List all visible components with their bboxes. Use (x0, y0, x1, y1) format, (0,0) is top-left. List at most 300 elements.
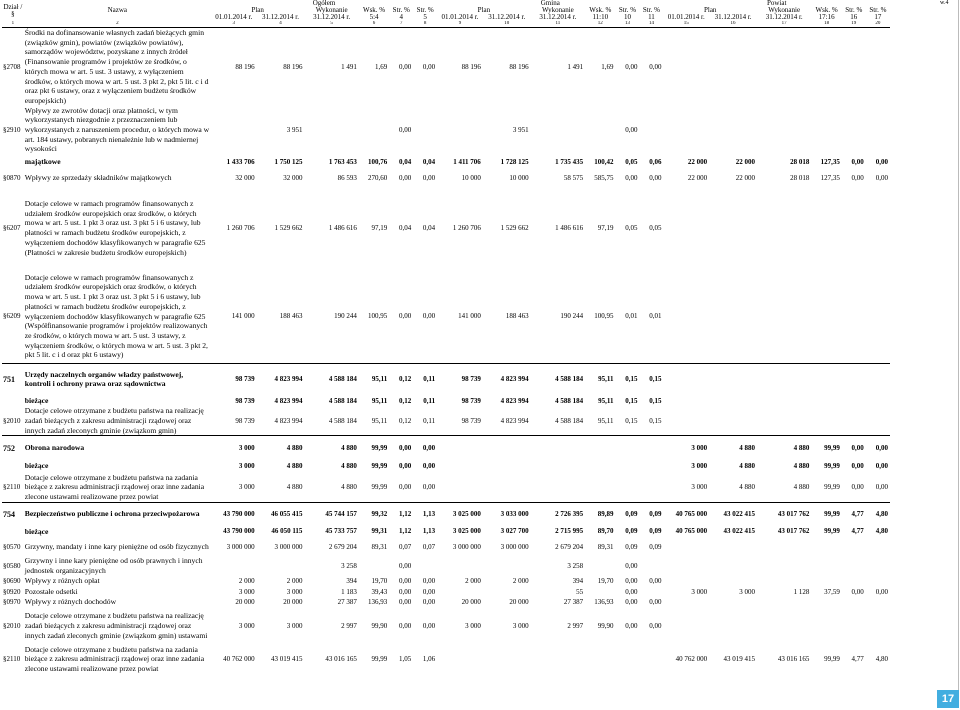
row-value: 0,00 (875, 483, 888, 492)
row-value: 32 000 (283, 174, 303, 183)
column-number: 1 (2, 21, 24, 28)
row-value: 0,00 (875, 462, 888, 471)
row-value (413, 556, 437, 575)
gmina-plan-label: Plan (477, 7, 491, 14)
dzial-header: Dział / § (3, 2, 23, 18)
row-value: 1,06 (422, 655, 436, 664)
gmina-date-to-wyk: 31.12.2014 r. (539, 14, 577, 21)
row-value: 3 000 (238, 483, 255, 492)
row-value (585, 587, 615, 597)
row-value: 4,77 (851, 655, 864, 664)
row-value: 1 486 616 (328, 224, 357, 233)
row-value: 0,00 (422, 312, 436, 321)
row-value: 0,00 (398, 577, 412, 586)
row-value: 0,00 (422, 587, 436, 596)
row-value (663, 186, 709, 270)
row-value: 0,01 (625, 312, 638, 321)
row-value: 0,09 (625, 542, 638, 551)
row-value: 95,11 (598, 396, 614, 405)
row-value: 4 880 (793, 483, 810, 492)
row-value: 1 128 (793, 587, 810, 596)
table-header (2, 0, 890, 28)
row-value: 99,90 (371, 621, 388, 630)
ogolem-plan-label: Plan (251, 7, 264, 14)
table-row (2, 645, 890, 674)
row-value (866, 395, 890, 406)
row-value: 99,99 (824, 527, 840, 536)
row-value: 127,35 (820, 158, 840, 167)
row-name: Urzędy naczelnych organów władzy państwowej, kontroli i ochrony prawa oraz sądownictwa (24, 363, 211, 395)
table-row (2, 170, 890, 186)
row-name: Dotacje celowe otrzymane z budżetu państwa na zadania bieżące z zakresu administracji rządowej oraz inne zadania zlecone ustawami realizowane przez powiat (24, 472, 205, 502)
row-value (757, 607, 811, 645)
column-number: 12 (585, 21, 615, 28)
row-value: 20 000 (509, 597, 529, 606)
row-value: 43 016 165 (325, 655, 357, 664)
column-number: 5 (304, 21, 358, 28)
column-number: 15 (663, 21, 709, 28)
row-value: 0,00 (398, 462, 412, 471)
row-value: 0,07 (398, 542, 412, 551)
row-value: 0,00 (398, 174, 412, 183)
row-value: 0,15 (639, 363, 663, 395)
row-value: 43 019 415 (723, 655, 755, 664)
row-value: 43 016 165 (777, 655, 810, 664)
row-value: 190 244 (560, 312, 584, 321)
row-value: 4 588 184 (531, 363, 585, 395)
row-value: 3 951 (286, 125, 303, 134)
row-value (663, 28, 709, 106)
corner-label: w.4 (940, 0, 949, 6)
row-name: Obrona narodowa (24, 436, 211, 460)
column-number: 14 (639, 21, 663, 28)
row-value (866, 106, 890, 155)
row-value: 99,90 (597, 621, 614, 630)
row-value (531, 473, 585, 503)
row-value (757, 106, 811, 155)
row-value: 43 017 762 (757, 502, 811, 525)
row-value: 99,32 (359, 502, 389, 525)
row-value: 0,00 (875, 587, 888, 596)
powiat-ratio: 16 (850, 14, 858, 21)
row-value: 0,00 (875, 174, 888, 183)
ogolem-wykonanie-label: Wykonanie (315, 7, 348, 14)
row-value: 4,77 (851, 527, 864, 536)
row-code: §2110 (3, 655, 21, 664)
row-value: 0,15 (625, 396, 638, 405)
table-row (2, 28, 890, 106)
row-code: 754 (2, 502, 24, 525)
row-value (709, 395, 757, 406)
row-value: 0,15 (649, 416, 662, 425)
row-value: 394 (346, 577, 357, 586)
row-value: 89,89 (585, 502, 615, 525)
gmina-date-from: 01.01.2014 r. (441, 14, 479, 21)
row-name: bieżące (24, 526, 49, 536)
row-code: §0920 (3, 587, 21, 596)
row-value (616, 645, 640, 674)
row-value: 43 022 415 (709, 502, 757, 525)
row-value: 98 739 (461, 396, 481, 405)
row-value (585, 460, 615, 473)
row-value: 55 (576, 587, 584, 596)
row-value: 0,00 (422, 62, 436, 71)
row-value: 2 997 (567, 621, 584, 630)
row-value: 4 880 (286, 462, 303, 471)
row-code (2, 460, 24, 473)
row-value (811, 106, 841, 155)
table-row (2, 460, 890, 473)
group-powiat: Powiat (766, 0, 787, 7)
row-value (842, 106, 866, 155)
row-value: 0,00 (649, 62, 662, 71)
row-value: 0,00 (649, 597, 662, 606)
row-value (842, 363, 866, 395)
row-code: §0570 (3, 542, 21, 551)
row-value: 1 728 125 (500, 158, 529, 167)
row-value (811, 363, 841, 395)
row-value (709, 28, 757, 106)
row-value (866, 576, 890, 587)
row-value (437, 460, 483, 473)
powiat-str-label: Str. % (845, 7, 863, 14)
row-value: 4,80 (875, 527, 888, 536)
row-value: 10 000 (509, 174, 529, 183)
row-value (211, 556, 257, 575)
row-value: 88 196 (235, 62, 255, 71)
powiat-ratio: 17:16 (818, 14, 835, 21)
row-value (757, 556, 811, 575)
table-row (2, 270, 890, 363)
row-value: 3 000 000 (226, 542, 255, 551)
row-value (437, 436, 483, 460)
row-value: 3 000 (691, 587, 708, 596)
row-code: §6209 (3, 312, 21, 321)
row-value: 99,99 (359, 436, 389, 460)
row-value: 1 260 706 (452, 224, 481, 233)
row-value: 3 000 (238, 462, 255, 471)
column-number: 6 (359, 21, 389, 28)
row-value: 99,99 (811, 502, 841, 525)
row-code: §2708 (3, 62, 21, 71)
row-value: 0,00 (398, 597, 412, 606)
row-value (359, 556, 389, 575)
row-value: 19,70 (371, 577, 388, 586)
row-value: 95,11 (359, 363, 389, 395)
column-number: 8 (413, 21, 437, 28)
row-value: 0,00 (422, 621, 436, 630)
row-value: 4 880 (304, 436, 358, 460)
row-name: Dotacje celowe otrzymane z budżetu państwa na realizację zadań bieżących z zakresu administracji rządowej oraz innych zadań zleconych gminie (związkom gmin) ustawami (24, 611, 208, 640)
ogolem-ratio: 5:4 (369, 14, 379, 21)
row-value (531, 645, 585, 674)
row-value: 1 735 435 (555, 158, 584, 167)
row-value: 4 823 994 (500, 416, 529, 425)
row-value (842, 270, 866, 363)
row-value: 4 880 (709, 436, 757, 460)
row-value (811, 406, 841, 436)
row-value: 2 000 (238, 577, 255, 586)
row-value: 99,99 (371, 462, 388, 471)
row-value: 0,00 (398, 587, 412, 596)
row-value (709, 406, 757, 436)
row-value: 0,12 (398, 396, 412, 405)
row-value: 3 000 (211, 436, 257, 460)
row-value: 40 762 000 (675, 655, 708, 664)
row-name: Dotacje celowe otrzymane z budżetu państwa na realizację zadań bieżących z zakresu administracji rządowej oraz innych zadań zleconych gminie (związkom gmin) (24, 406, 204, 435)
row-value: 0,00 (625, 621, 638, 630)
row-value (663, 270, 709, 363)
row-value: 20 000 (283, 597, 303, 606)
row-value (437, 556, 483, 575)
row-value: 4 880 (341, 462, 357, 471)
row-code: 752 (2, 436, 24, 460)
row-value: 0,04 (422, 158, 436, 167)
row-value: 270,60 (368, 174, 388, 183)
column-number: 7 (389, 21, 413, 28)
row-value (866, 186, 890, 270)
row-value: 43 790 000 (223, 527, 255, 536)
row-value (663, 106, 709, 155)
row-value (709, 270, 757, 363)
row-value: 86 593 (337, 174, 357, 183)
row-value (483, 460, 531, 473)
row-value (842, 406, 866, 436)
row-value: 4 588 184 (328, 396, 357, 405)
row-value: 394 (572, 577, 584, 586)
gmina-str-label: Str. % (618, 7, 637, 14)
row-value: 0,00 (422, 597, 436, 606)
row-value: 22 000 (687, 174, 708, 183)
row-value (709, 556, 757, 575)
row-value (483, 587, 531, 597)
row-value: 3 000 (663, 436, 709, 460)
row-value (616, 473, 640, 503)
row-value: 136,93 (368, 597, 388, 606)
row-value: 1 433 706 (226, 158, 255, 167)
row-value: 4,80 (875, 655, 888, 664)
row-value: 1,69 (375, 62, 388, 71)
gmina-wsk-label: Wsk. % (589, 7, 612, 14)
table-row (2, 597, 890, 607)
row-value (663, 556, 709, 575)
row-value (257, 556, 305, 575)
column-number: 16 (709, 21, 757, 28)
row-value (483, 473, 531, 503)
ogolem-date-to-wyk: 31.12.2014 r. (313, 14, 351, 21)
row-value (709, 537, 757, 556)
row-code: §0580 (3, 562, 21, 571)
row-value: 28 018 (790, 158, 810, 167)
row-value: 2 000 (465, 577, 481, 586)
row-value: 1,05 (398, 655, 412, 664)
row-value (866, 28, 890, 106)
gmina-ratio: 11 (648, 14, 655, 21)
column-number: 4 (257, 21, 305, 28)
row-value (531, 106, 585, 155)
nazwa-header: Nazwa (107, 6, 128, 14)
row-value: 28 018 (790, 174, 810, 183)
row-value: 100,42 (594, 158, 614, 167)
row-value: 99,99 (824, 483, 840, 492)
row-value: 1 763 453 (328, 158, 357, 167)
row-value: 4 588 184 (304, 363, 358, 395)
group-gmina: Gmina (540, 0, 560, 7)
table-row (2, 154, 890, 170)
row-value (616, 460, 640, 473)
row-value (866, 270, 890, 363)
row-value: 4 588 184 (328, 416, 357, 425)
row-value: 4 880 (341, 483, 357, 492)
row-value (709, 607, 757, 645)
row-name: bieżące (24, 395, 49, 405)
ogolem-wsk-label: Wsk. % (362, 7, 386, 14)
row-value: 127,35 (820, 174, 840, 183)
ogolem-str-label: Str. % (392, 7, 410, 14)
row-value: 0,09 (639, 502, 663, 525)
powiat-date-to: 31.12.2014 r. (714, 14, 752, 21)
row-value: 27 387 (563, 597, 584, 606)
row-value (842, 186, 866, 270)
row-value: 3 000 (691, 462, 708, 471)
row-value: 43 790 000 (211, 502, 257, 525)
row-value: 4 880 (739, 462, 755, 471)
row-value (585, 473, 615, 503)
row-value: 3 000 000 (452, 542, 481, 551)
row-value: 0,11 (423, 416, 436, 425)
row-value: 22 000 (735, 158, 755, 167)
row-value: 2 000 (286, 577, 303, 586)
row-value: 0,00 (398, 125, 412, 134)
row-value: 0,04 (398, 158, 412, 167)
row-value: 99,99 (824, 655, 840, 664)
row-value (616, 436, 640, 460)
row-value: 585,75 (594, 174, 614, 183)
row-value (842, 28, 866, 106)
row-value (663, 406, 709, 436)
row-value: 3 000 (465, 621, 481, 630)
row-value (757, 406, 811, 436)
row-code: §2110 (3, 483, 21, 492)
row-value: 95,11 (598, 416, 614, 425)
row-code: 751 (2, 363, 24, 395)
row-value (639, 436, 663, 460)
row-value: 141 000 (458, 312, 481, 321)
row-value: 0,00 (398, 562, 412, 571)
row-name: Grzywny, mandaty i inne kary pieniężne od osób fizycznych (24, 542, 209, 551)
powiat-str-label: Str. % (869, 7, 887, 14)
row-value (709, 363, 757, 395)
row-value (842, 576, 866, 587)
row-value: 0,00 (398, 483, 412, 492)
row-value: 0,11 (413, 363, 437, 395)
row-value (842, 607, 866, 645)
row-value: 0,00 (851, 483, 864, 492)
row-value: 0,12 (389, 363, 413, 395)
row-value: 0,00 (866, 436, 890, 460)
row-value: 97,19 (597, 224, 614, 233)
row-value (757, 186, 811, 270)
table-body (2, 28, 890, 674)
row-value (483, 436, 531, 460)
row-value: 0,12 (398, 416, 412, 425)
row-value: 40 765 000 (663, 502, 709, 525)
powiat-wykonanie-label: Wykonanie (768, 7, 801, 14)
row-value: 99,99 (811, 436, 841, 460)
table-row (2, 525, 890, 537)
row-value (709, 576, 757, 587)
table-row (2, 186, 890, 270)
row-name: bieżące (24, 461, 49, 471)
table-row (2, 576, 890, 587)
row-value: 0,00 (413, 436, 437, 460)
table-row (2, 436, 890, 460)
row-code: §0690 (3, 577, 21, 586)
row-value: 46 050 115 (271, 527, 303, 536)
page-number-badge[interactable]: 17 (937, 690, 959, 708)
row-value: 3 000 (286, 587, 303, 596)
row-value (757, 597, 811, 607)
row-value: 0,09 (649, 542, 662, 551)
row-value: 43 017 762 (777, 527, 810, 536)
table-row (2, 106, 890, 155)
row-value (811, 186, 841, 270)
row-value: 95,11 (585, 363, 615, 395)
row-value (639, 106, 663, 155)
row-value: 3 027 700 (500, 527, 529, 536)
row-code: §2010 (3, 621, 21, 630)
column-number: 3 (211, 21, 257, 28)
row-code (2, 395, 24, 406)
row-value (639, 473, 663, 503)
row-value: 88 196 (283, 62, 303, 71)
row-value (842, 537, 866, 556)
row-value: 22 000 (687, 158, 708, 167)
row-value: 0,00 (625, 62, 638, 71)
row-value (663, 363, 709, 395)
row-value: 0,00 (625, 562, 638, 571)
row-value: 3 000 000 (500, 542, 529, 551)
gmina-ratio: 11:10 (592, 14, 609, 21)
row-value: 4,77 (842, 502, 866, 525)
row-value (437, 473, 483, 503)
ogolem-str-label: Str. % (416, 7, 434, 14)
row-value: 0,00 (649, 174, 662, 183)
row-value: 1 529 662 (500, 224, 529, 233)
row-value: 88 196 (461, 62, 481, 71)
row-value: 1 411 706 (453, 158, 481, 167)
row-name: Wpływy ze sprzedaży składników majątkowych (24, 173, 172, 183)
row-value: 0,00 (422, 174, 436, 183)
column-number: 19 (842, 21, 866, 28)
column-number: 11 (531, 21, 585, 28)
row-value (304, 106, 358, 155)
row-value: 3 000 (238, 621, 255, 630)
row-value: 89,31 (597, 542, 614, 551)
row-value: 39,43 (371, 587, 388, 596)
row-value: 37,59 (824, 587, 840, 596)
row-value: 1,13 (422, 527, 436, 536)
row-value (866, 363, 890, 395)
row-value (663, 576, 709, 587)
row-name: Pozostałe odsetki (24, 586, 78, 596)
row-code (2, 154, 24, 170)
column-number: 10 (483, 21, 531, 28)
row-value: 2 997 (341, 621, 357, 630)
row-value: 98 739 (437, 363, 483, 395)
row-value: 32 000 (235, 174, 255, 183)
row-value: 89,70 (597, 527, 614, 536)
